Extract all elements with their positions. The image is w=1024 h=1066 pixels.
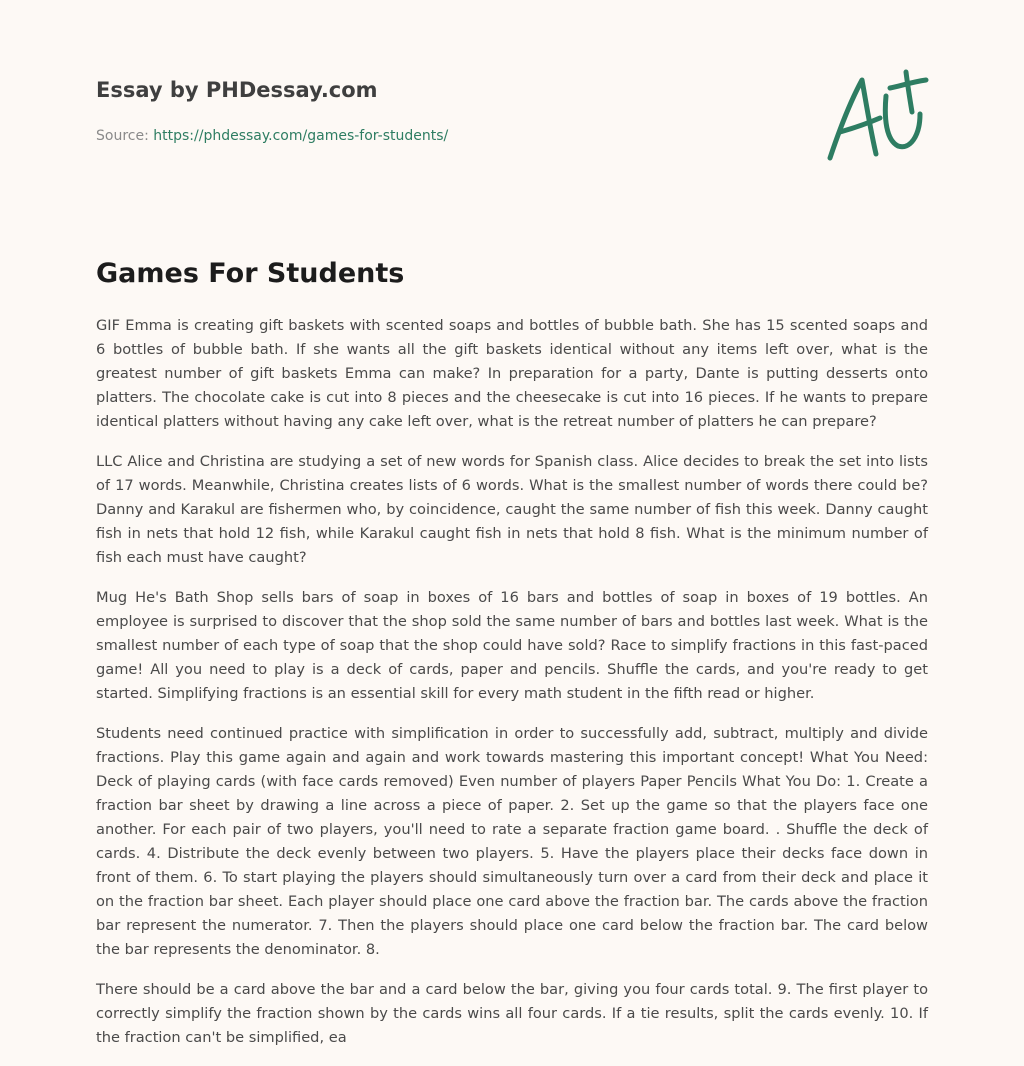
source-link[interactable]: https://phdessay.com/games-for-students/ — [153, 128, 449, 144]
source-label: Source: — [96, 128, 154, 144]
article-paragraph: Mug He's Bath Shop sells bars of soap in boxes of 16 bars and bottles of soap in boxes of 19 bottles. An employee is surprised to discover that the shop sold the same number of bars and bottles last week. What is the smallest number of each type of soap that the shop could have sold? Race to simplify fractions in this fast-paced game! All you need to play is a deck of cards, paper and pencils. Shuffle the cards, and you're ready to get started. Simplifying fractions is an essential skill for every math student in the fifth read or higher. — [96, 589, 928, 702]
source-line — [96, 126, 796, 146]
article-body — [96, 314, 928, 1066]
article-paragraph: GIF Emma is creating gift baskets with scented soaps and bottles of bubble bath. She has 15 scented soaps and 6 bottles of bubble bath. If she wants all the gift baskets identical without any items left over, what is the greatest number of gift baskets Emma can make? In preparation for a party, Dante is putting desserts onto platters. The chocolate cake is cut into 8 pieces and the cheesecake is cut into 16 pieces. If he wants to prepare identical platters without having any cake left over, what is the retreat number of platters he can prepare? — [96, 317, 928, 430]
page-header — [96, 76, 796, 146]
article-paragraph: Students need continued practice with simplification in order to successfully add, subtract, multiply and divide fractions. Play this game again and again and work towards mastering this important concept! What You Need: Deck of playing cards (with face cards removed) Even number of players Paper Pencils What You Do: 1. Create a fraction bar sheet by drawing a line across a piece of paper. 2. Set up the game so that the players face one another. For each pair of two players, you'll need to rate a separate fraction game board. . Shuffle the deck of cards. 4. Distribute the deck evenly between two players. 5. Have the players place their decks face down in front of them. 6. To start playing the players should simultaneously turn over a card from their deck and place it on the fraction bar sheet. Each player should place one card above the fraction bar. The cards above the fraction bar represent the numerator. 7. Then the players should place one card below the fraction bar. The card below the bar represents the denominator. 8. — [96, 725, 928, 958]
site-brand: Essay by PHDessay.com — [96, 78, 378, 102]
article-title: Games For Students — [96, 258, 405, 289]
a-plus-icon — [820, 66, 930, 166]
article-paragraph: LLC Alice and Christina are studying a set of new words for Spanish class. Alice decides to break the set into lists of 17 words. Meanwhile, Christina creates lists of 6 words. What is the smallest number of words there could be? Danny and Karakul are fishermen who, by coincidence, caught the same number of fish this week. Danny caught fish in nets that hold 12 fish, while Karakul caught fish in nets that hold 8 fish. What is the minimum number of fish each must have caught? — [96, 453, 928, 566]
article-paragraph: There should be a card above the bar and a card below the bar, giving you four cards total. 9. The first player to correctly simplify the fraction shown by the cards wins all four cards. If a tie results, split the cards evenly. 10. If the fraction can't be simplified, ea — [96, 981, 928, 1046]
